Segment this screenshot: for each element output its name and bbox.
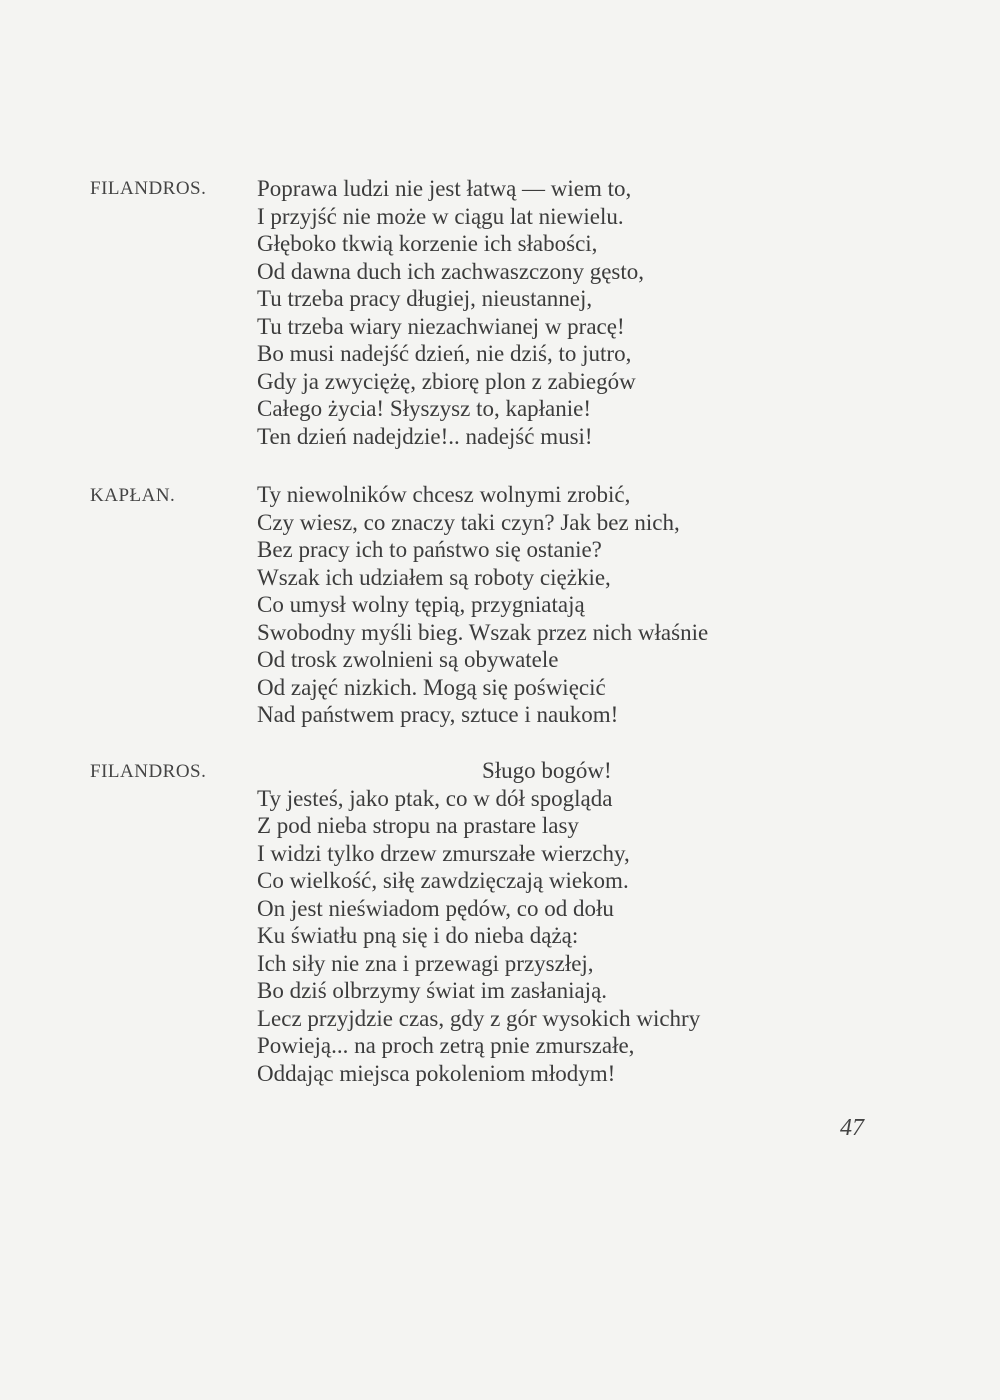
page-number: 47	[840, 1115, 864, 1141]
verse-line: Poprawa ludzi nie jest łatwą — wiem to,	[257, 176, 632, 201]
verse-lines	[257, 481, 708, 729]
verse-line: Tu trzeba wiary niezachwianej w pracę!	[257, 313, 625, 339]
speaker-label: FILANDROS.	[90, 178, 207, 199]
verse-line: Całego życia! Słyszysz to, kapłanie!	[257, 396, 592, 421]
speaker-label: FILANDROS.	[90, 761, 207, 782]
verse-line: Wszak ich udziałem są roboty ciężkie,	[257, 564, 611, 590]
verse-line: Od trosk zwolnieni są obywatele	[257, 647, 559, 672]
verse-line: Swobodny myśli bieg. Wszak przez nich właśnie	[257, 619, 709, 645]
verse-line: Bo musi nadejść dzień, nie dziś, to jutro,	[257, 341, 632, 366]
verse-line: Nad państwem pracy, sztuce i naukom!	[257, 702, 619, 727]
verse-line: Co wielkość, siłę zawdzięczają wiekom.	[257, 868, 629, 893]
verse-line: I przyjść nie może w ciągu lat niewielu.	[257, 203, 624, 229]
speaker-label: KAPŁAN.	[90, 485, 176, 506]
verse-line: I widzi tylko drzew zmurszałe wierzchy,	[257, 840, 630, 866]
verse-line: Z pod nieba stropu na prastare lasy	[257, 813, 579, 838]
verse-line: Co umysł wolny tępią, przygniatają	[257, 592, 585, 617]
verse-line: Od dawna duch ich zachwaszczony gęsto,	[257, 258, 645, 284]
verse-line: Sługo bogów!	[482, 758, 612, 783]
verse-line: Czy wiesz, co znaczy taki czyn? Jak bez nich,	[257, 509, 680, 535]
verse-line: Głęboko tkwią korzenie ich słabości,	[257, 231, 598, 256]
verse-line: Ten dzień nadejdzie!.. nadejść musi!	[257, 423, 593, 449]
verse-line: Ich siły nie zna i przewagi przyszłej,	[257, 950, 594, 976]
verse-line: Gdy ja zwyciężę, zbiorę plon z zabiegów	[257, 368, 636, 394]
verse-line: Bez pracy ich to państwo się ostanie?	[257, 537, 602, 562]
verse-line: Ty jesteś, jako ptak, co w dół spogląda	[257, 785, 613, 811]
verse-line: Od zajęć nizkich. Mogą się poświęcić	[257, 674, 606, 700]
verse-line: Lecz przyjdzie czas, gdy z gór wysokich wichry	[257, 1005, 701, 1031]
verse-line: Ku światłu pną się i do nieba dążą:	[257, 923, 579, 948]
verse-lines	[257, 175, 644, 450]
verse-line: Ty niewolników chcesz wolnymi zrobić,	[257, 482, 631, 507]
verse-line: Oddając miejsca pokoleniom młodym!	[257, 1060, 616, 1086]
verse-line: Tu trzeba pracy długiej, nieustannej,	[257, 286, 593, 311]
verse-line: Bo dziś olbrzymy świat im zasłaniają.	[257, 978, 608, 1003]
verse-lines	[257, 757, 700, 1087]
verse-line: On jest nieświadom pędów, co od dołu	[257, 895, 614, 921]
verse-line: Powieją... na proch zetrą pnie zmurszałe,	[257, 1033, 635, 1058]
